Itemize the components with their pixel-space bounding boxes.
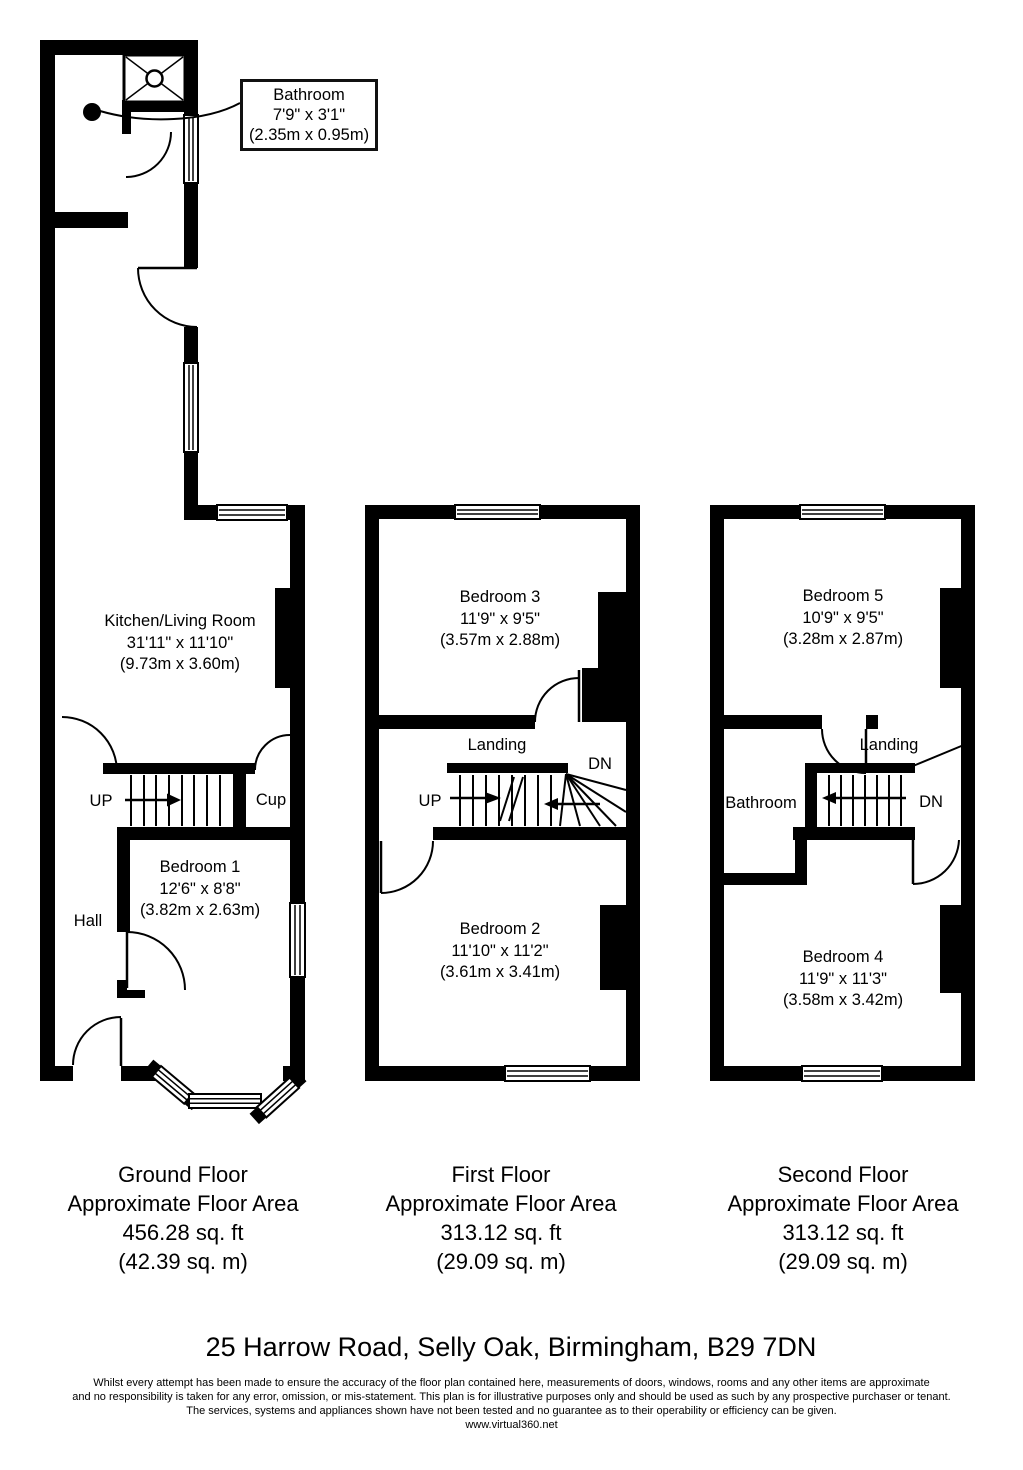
stairs-up-label: UP (418, 792, 442, 810)
room-label-landing-second: Landing (859, 736, 919, 754)
shower-icon (124, 55, 185, 102)
stairs-up-label: UP (89, 792, 113, 810)
disclaimer-line1: Whilst every attempt has been made to ensure the accuracy of the floor plan contained here, measurements of doors, windows, rooms and any other items are approximate (93, 1377, 930, 1389)
chimney-breast (275, 588, 292, 688)
room-label-landing-first: Landing (467, 736, 527, 754)
disclaimer-line3: The services, systems and appliances shown have not been tested and no guarantee as to their operability or efficiency can be given. (186, 1405, 837, 1417)
caption-area-ft: 456.28 sq. ft (122, 1220, 244, 1245)
chimney-breast (600, 905, 640, 990)
stairs-dn-label: DN (588, 755, 612, 773)
room-label-bedroom2: Bedroom 2 11'10" x 11'2" (3.61m x 3.41m) (439, 920, 561, 981)
room-label-kitchen-living: Kitchen/Living Room 31'11" x 11'10" (9.73m x 3.60m) (104, 612, 256, 673)
chimney-breast (940, 588, 975, 688)
stairs-dn-label: DN (919, 793, 943, 811)
website-link: www.virtual360.net (465, 1418, 558, 1431)
caption-area-ft: 313.12 sq. ft (782, 1220, 904, 1245)
callout-dot (83, 103, 101, 121)
disclaimer-line2: and no responsibility is taken for any error, omission, or mis-statement. This plan is for illustrative purposes only and should be used as such by any prospective purchaser or tenant. (72, 1390, 951, 1403)
caption-area-ft: 313.12 sq. ft (440, 1220, 562, 1245)
first-doors (381, 670, 579, 893)
room-label-cup: Cup (255, 791, 287, 809)
caption-subtitle: Approximate Floor Area (727, 1191, 959, 1216)
caption-subtitle: Approximate Floor Area (67, 1191, 299, 1216)
caption-title: Second Floor (777, 1162, 909, 1187)
first-floor-caption (385, 1160, 616, 1276)
bathroom-callout (240, 79, 378, 151)
room-label-bedroom1: Bedroom 1 12'6" x 8'8" (3.82m x 2.63m) (139, 858, 261, 919)
ground-floor-caption (67, 1160, 298, 1276)
room-label-hall: Hall (73, 912, 103, 930)
callout-room-name: Bathroom (273, 86, 345, 104)
second-floor-caption (727, 1160, 958, 1276)
room-label-bathroom: Bathroom (725, 794, 797, 812)
room-label-bedroom3: Bedroom 3 11'9" x 9'5" (3.57m x 2.88m) (439, 588, 561, 649)
callout-dimensions-imperial: 7'9" x 3'1" (272, 106, 346, 124)
disclaimer (0, 1377, 1023, 1432)
caption-area-m: (42.39 sq. m) (118, 1249, 248, 1274)
caption-area-m: (29.09 sq. m) (778, 1249, 908, 1274)
ground-floor-plan (40, 40, 306, 1124)
room-label-bedroom4: Bedroom 4 11'9" x 11'3" (3.58m x 3.42m) (782, 948, 904, 1009)
caption-subtitle: Approximate Floor Area (385, 1191, 617, 1216)
chimney-breast (598, 592, 640, 722)
first-stairs (450, 774, 626, 826)
ground-windows (184, 115, 305, 977)
room-label-bedroom5: Bedroom 5 10'9" x 9'5" (3.28m x 2.87m) (782, 587, 904, 648)
property-address: 25 Harrow Road, Selly Oak, Birmingham, B29 7DN (205, 1332, 817, 1362)
bay-window (144, 1060, 306, 1125)
chimney-breast (940, 905, 975, 993)
caption-title: Ground Floor (118, 1162, 248, 1187)
caption-title: First Floor (451, 1162, 551, 1187)
ground-stairs (125, 775, 220, 826)
caption-area-m: (29.09 sq. m) (436, 1249, 566, 1274)
callout-dimensions-metric: (2.35m x 0.95m) (248, 126, 370, 144)
